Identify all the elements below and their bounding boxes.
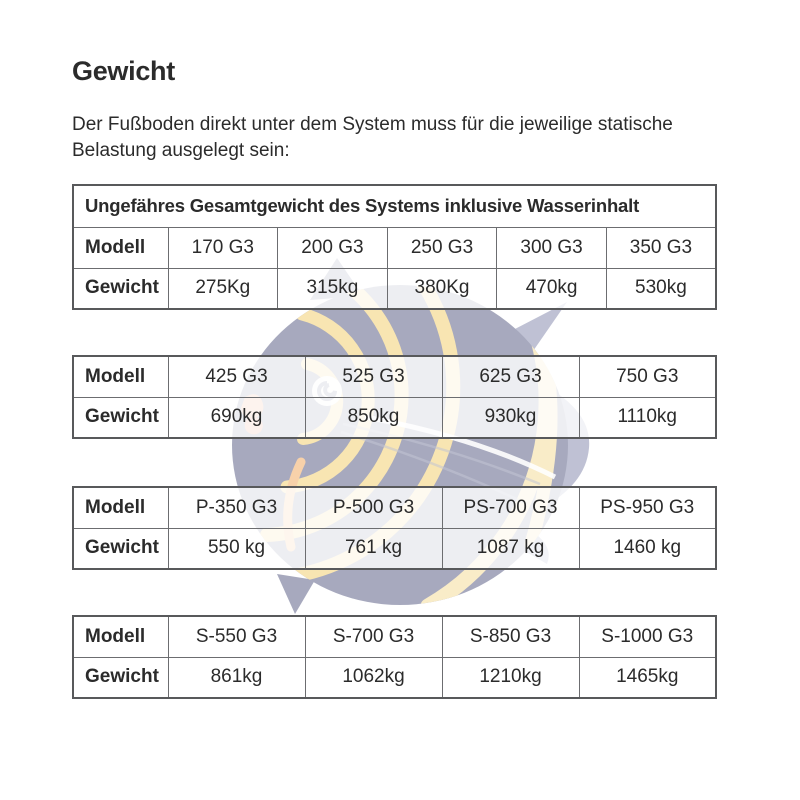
weight-cell: 1465kg xyxy=(579,657,716,698)
model-row-label: Modell xyxy=(73,487,168,528)
model-row xyxy=(73,616,716,657)
weight-cell: 690kg xyxy=(168,397,305,438)
model-cell: 525 G3 xyxy=(305,356,442,397)
model-cell: S-550 G3 xyxy=(168,616,305,657)
weight-row xyxy=(73,528,716,569)
weight-cell: 930kg xyxy=(442,397,579,438)
model-row xyxy=(73,227,716,268)
weight-row-label: Gewicht xyxy=(73,528,168,569)
weight-row-label: Gewicht xyxy=(73,268,168,309)
model-row xyxy=(73,356,716,397)
model-cell: 750 G3 xyxy=(579,356,716,397)
weight-cell: 1210kg xyxy=(442,657,579,698)
weight-table-overall xyxy=(72,184,717,310)
model-cell: P-500 G3 xyxy=(305,487,442,528)
weight-cell: 1087 kg xyxy=(442,528,579,569)
model-row-label: Modell xyxy=(73,356,168,397)
weight-cell: 530kg xyxy=(606,268,716,309)
weight-cell: 761 kg xyxy=(305,528,442,569)
model-cell: S-1000 G3 xyxy=(579,616,716,657)
weight-row xyxy=(73,657,716,698)
table-title: Ungefähres Gesamtgewicht des Systems inklusive Wasserinhalt xyxy=(73,185,716,227)
weight-cell: 315kg xyxy=(278,268,388,309)
weight-row-label: Gewicht xyxy=(73,397,168,438)
weight-table-p-series xyxy=(72,486,717,570)
weight-cell: 380Kg xyxy=(387,268,497,309)
weight-table-425-750 xyxy=(72,355,717,439)
model-cell: S-850 G3 xyxy=(442,616,579,657)
weight-cell: 470kg xyxy=(497,268,607,309)
page-title: Gewicht xyxy=(72,56,175,86)
model-cell: 625 G3 xyxy=(442,356,579,397)
weight-row xyxy=(73,268,716,309)
model-cell: 425 G3 xyxy=(168,356,305,397)
weight-cell: 850kg xyxy=(305,397,442,438)
weight-cell: 1460 kg xyxy=(579,528,716,569)
weight-cell: 1062kg xyxy=(305,657,442,698)
model-cell: 350 G3 xyxy=(606,227,716,268)
intro-text: Der Fußboden direkt unter dem System muss für die jeweilige statische Belastung ausgelegt sein: xyxy=(72,114,673,162)
model-cell: 250 G3 xyxy=(387,227,497,268)
weight-table-s-series xyxy=(72,615,717,699)
model-cell: 200 G3 xyxy=(278,227,388,268)
weight-cell: 275Kg xyxy=(168,268,278,309)
model-cell: 300 G3 xyxy=(497,227,607,268)
table-title-row xyxy=(73,185,716,227)
weight-cell: 550 kg xyxy=(168,528,305,569)
model-row-label: Modell xyxy=(73,616,168,657)
model-row xyxy=(73,487,716,528)
model-cell: S-700 G3 xyxy=(305,616,442,657)
model-row-label: Modell xyxy=(73,227,168,268)
weight-cell: 1110kg xyxy=(579,397,716,438)
model-cell: P-350 G3 xyxy=(168,487,305,528)
model-cell: 170 G3 xyxy=(168,227,278,268)
weight-cell: 861kg xyxy=(168,657,305,698)
weight-row xyxy=(73,397,716,438)
model-cell: PS-700 G3 xyxy=(442,487,579,528)
model-cell: PS-950 G3 xyxy=(579,487,716,528)
weight-row-label: Gewicht xyxy=(73,657,168,698)
